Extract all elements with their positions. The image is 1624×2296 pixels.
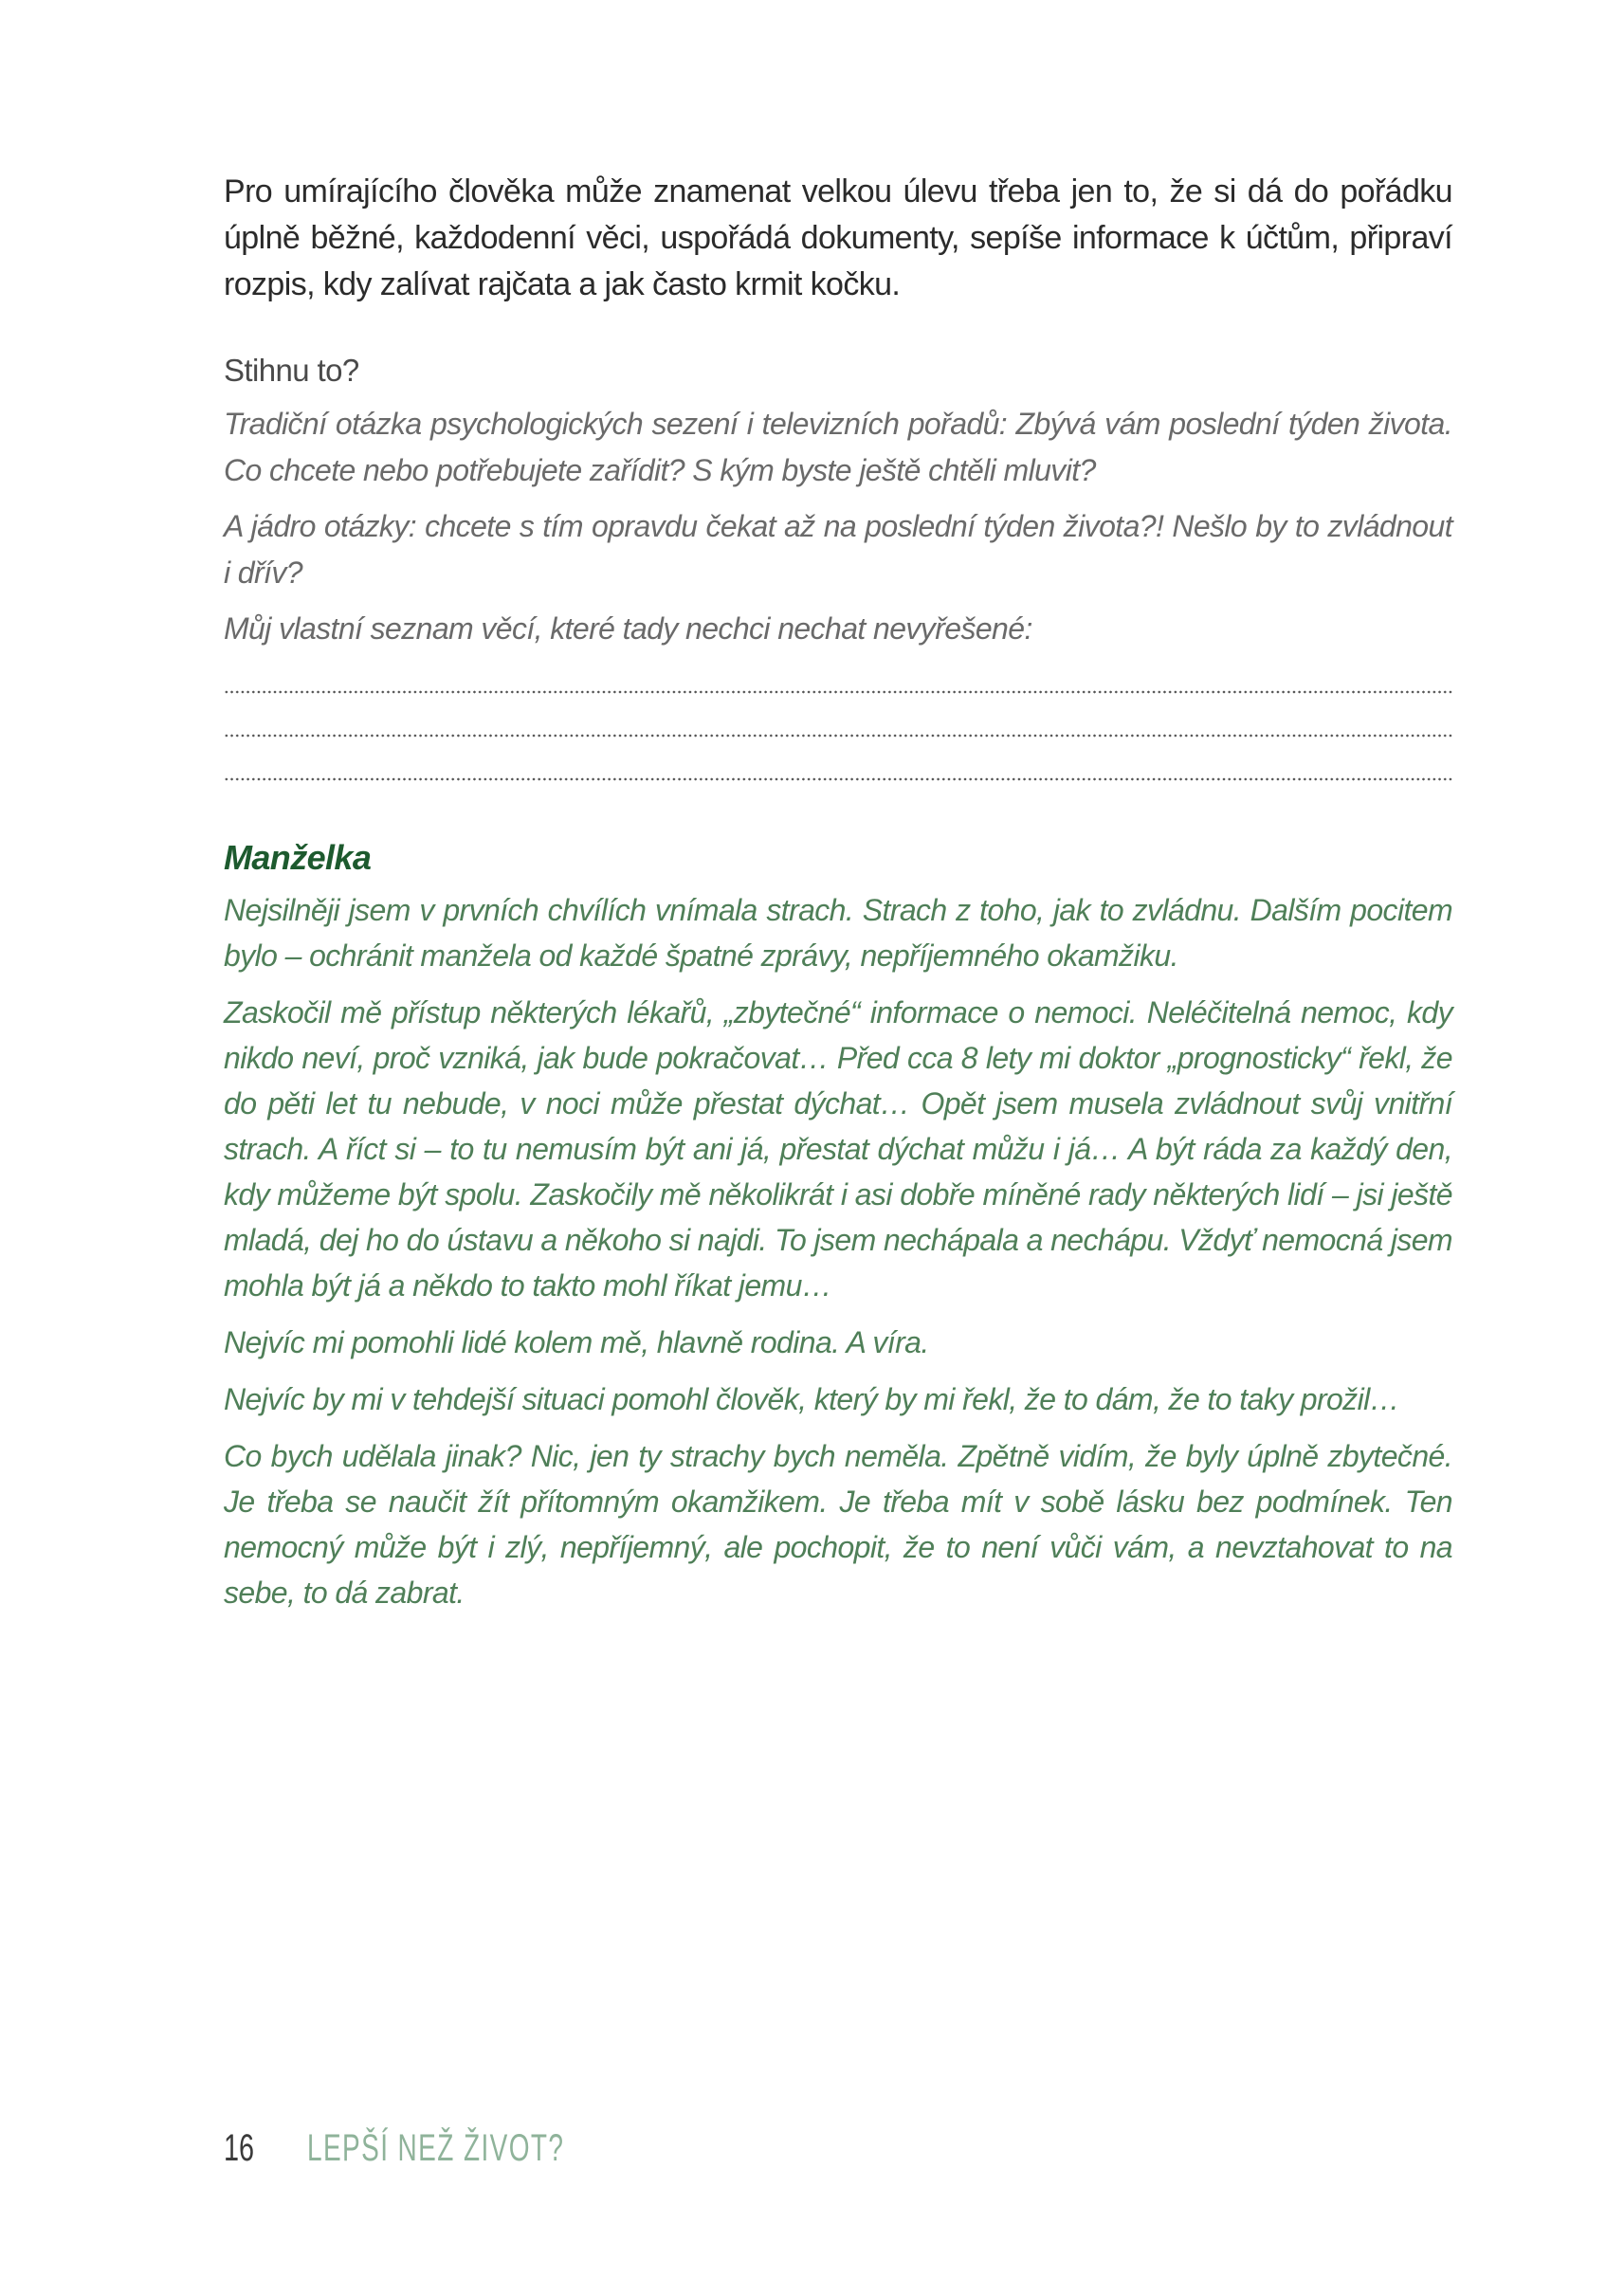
answer-line [224,777,1452,781]
testimony-paragraph: Zaskočil mě přístup některých lékařů, „zbytečné“ informace o nemoci. Neléčitelná nemoc, kdy nikdo neví, proč vzniká, jak bude pokračovat… Před cca 8 lety mi doktor „prognosticky“ řekl, že do pěti let tu nebude, v noci může přestat dýchat… Opět jsem musela zvládnout svůj vnitřní strach. A říct si – to tu nemusím být ani já, přestat dýchat můžu i já… A být ráda za každý den, kdy můžeme být spolu. Zaskočily mě několikrát i asi dobře míněné rady některých lidí – jsi ještě mladá, dej ho do ústavu a někoho si najdi. To jsem nechápala a nechápu. Vždyť nemocná jsem mohla být já a někdo to takto mohl říkat jemu… [224,995,1452,1303]
intro-paragraph: Pro umírajícího člověka může znamenat velkou úlevu třeba jen to, že si dá do pořádku úplně běžné, každodenní věci, uspořádá dokumenty, sepíše informace k účtům, připraví rozpis, kdy zalívat rajčata a jak často krmit kočku. [224,173,1452,302]
testimony-paragraph: Nejsilněji jsem v prvních chvílích vnímala strach. Strach z toho, jak to zvládnu. Dalším pocitem bylo – ochránit manžela od každé špatné zprávy, nepříjemného okamžiku. [224,893,1452,973]
testimony-paragraph: Nejvíc by mi v tehdejší situaci pomohl člověk, který by mi řekl, že to dám, že to taky prožil… [224,1382,1400,1416]
question-paragraph: A jádro otázky: chcete s tím opravdu čekat až na poslední týden života?! Nešlo by to zvládnout i dřív? [224,509,1452,590]
answer-line [224,690,1452,694]
page-content [224,169,1452,1615]
question-heading: Stihnu to? [224,353,359,388]
testimony-paragraph: Co bych udělala jinak? Nic, jen ty strachy bych neměla. Zpětně vidím, že byly úplně zbytečné. Je třeba se naučit žít přítomným okamžikem. Je třeba mít v sobě lásku bez podmínek. Ten nemocný může být i zlý, nepříjemný, ale pochopit, že to není vůči vám, a nevztahovat to na sebe, to dá zabrat. [224,1439,1452,1610]
testimony-heading: Manželka [224,838,372,877]
page-footer [224,2127,675,2170]
testimony-paragraph: Nejvíc mi pomohli lidé kolem mě, hlavně rodina. A víra. [224,1325,929,1359]
question-prompt: Můj vlastní seznam věcí, které tady nechci nechat nevyřešené: [224,611,1032,646]
running-title: LEPŠÍ NEŽ ŽIVOT? [307,2127,565,2169]
question-paragraph: Tradiční otázka psychologických sezení i televizních pořadů: Zbývá vám poslední týden života. Co chcete nebo potřebujete zařídit? S kým byste ještě chtěli mluvit? [224,407,1452,487]
page-number: 16 [224,2127,255,2169]
answer-line [224,734,1452,738]
